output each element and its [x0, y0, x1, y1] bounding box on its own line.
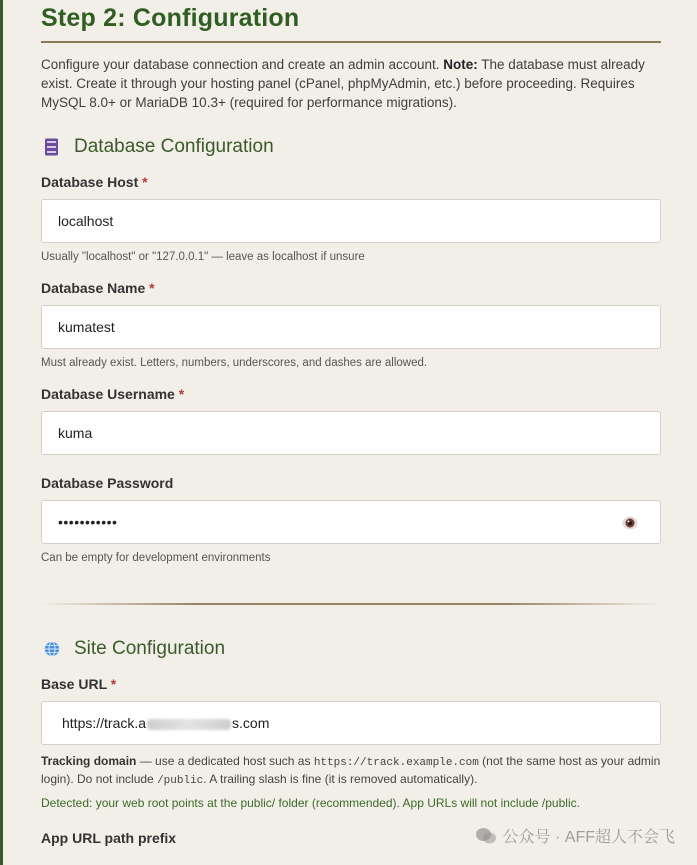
required-asterisk: * — [178, 386, 185, 402]
globe-icon — [44, 640, 60, 658]
watermark — [475, 824, 675, 847]
title-divider — [41, 41, 661, 43]
db-pass-input[interactable] — [41, 500, 661, 544]
db-pass-label — [41, 474, 661, 492]
page-title: Step 2: Configuration — [41, 4, 300, 32]
tracking-label: Tracking domain — [41, 754, 137, 768]
db-host-value: localhost — [58, 213, 114, 229]
config-form — [41, 0, 661, 847]
base-url-input[interactable] — [41, 701, 661, 745]
site-section-header — [41, 637, 661, 661]
intro-text: Configure your database connection and create an admin account. — [41, 57, 440, 72]
db-name-input[interactable] — [41, 305, 661, 349]
database-icon — [44, 138, 60, 156]
database-section-header — [41, 135, 661, 159]
detected-message: Detected: your web root points at the public/ folder (recommended). App URLs will not include /public. — [41, 796, 580, 810]
db-user-label — [41, 385, 661, 403]
tracking-code: https://track.example.com — [313, 757, 479, 769]
required-asterisk: * — [110, 676, 117, 692]
tracking-domain-hint — [41, 753, 661, 789]
db-user-label-text: Database Username — [41, 386, 175, 402]
db-host-input[interactable] — [41, 199, 661, 243]
db-pass-label-text: Database Password — [41, 475, 174, 491]
intro-paragraph — [41, 55, 661, 112]
watermark-text: 公众号 · AFF超人不会飞 — [502, 829, 675, 846]
redacted-blur — [147, 719, 231, 730]
db-name-hint: Must already exist. Letters, numbers, underscores, and dashes are allowed. — [41, 357, 428, 369]
db-pass-value: ••••••••••• — [58, 514, 118, 530]
db-name-value: kumatest — [58, 319, 115, 335]
db-name-label — [41, 279, 661, 297]
app-url-prefix-label: App URL path prefix — [41, 830, 177, 846]
required-asterisk: * — [142, 174, 148, 190]
site-section-title: Site Configuration — [74, 638, 226, 659]
tracking-text-3: . A trailing slash is fine (it is removed automatically). — [203, 772, 478, 786]
required-asterisk: * — [149, 280, 155, 296]
base-url-value — [62, 715, 269, 731]
tracking-code-2: /public — [157, 775, 204, 787]
db-host-label-text: Database Host — [41, 174, 139, 190]
base-url-label — [41, 675, 661, 693]
intro-note-label: Note: — [443, 57, 478, 72]
tracking-text-2: (not the same host as your admin login). Do not include — [41, 754, 661, 786]
tracking-text-1: — use a dedicated host such as — [136, 754, 314, 768]
base-url-label-text: Base URL — [41, 676, 107, 692]
left-border — [0, 0, 3, 865]
db-host-label — [41, 173, 661, 191]
intro-note-text: The database must already exist. Create it through your hosting panel (cPanel, phpMyAdmin, etc.) before proceeding. Requires MySQL 8.0+ or MariaDB 10.3+ (required for performance migrations). — [41, 57, 645, 110]
wechat-icon — [475, 827, 497, 845]
eye-icon[interactable] — [622, 516, 638, 530]
db-user-input[interactable] — [41, 411, 661, 455]
db-name-label-text: Database Name — [41, 280, 146, 296]
db-pass-hint: Can be empty for development environments — [41, 552, 271, 564]
database-section-title: Database Configuration — [74, 136, 274, 157]
section-divider — [41, 603, 661, 605]
base-url-value-start: https://track.a — [62, 715, 147, 731]
db-host-hint: Usually "localhost" or "127.0.0.1" — leave as localhost if unsure — [41, 251, 365, 263]
base-url-value-end: s.com — [232, 715, 270, 731]
db-user-value: kuma — [58, 425, 93, 441]
